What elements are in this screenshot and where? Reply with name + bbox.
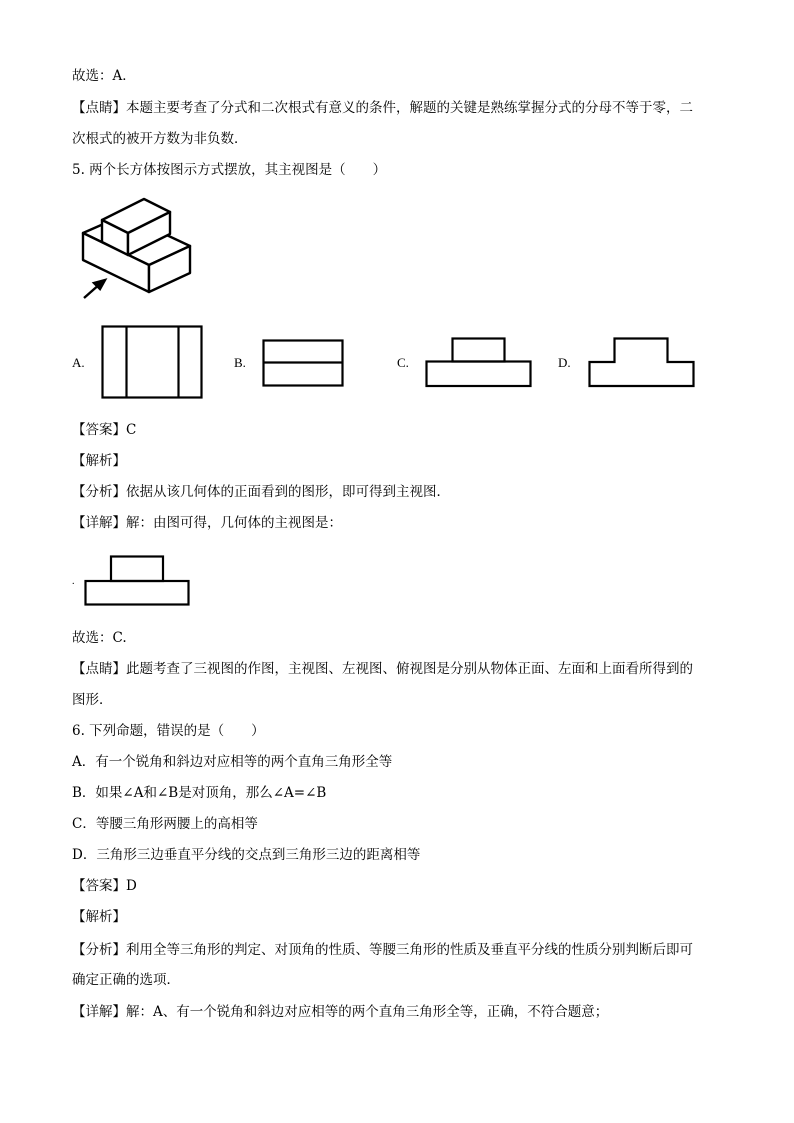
text-line: 次根式的被开方数为非负数． <box>72 131 248 147</box>
option-b-label: B. <box>234 355 246 370</box>
conclusion-5: 故选：C. <box>72 630 127 646</box>
comment-5-cont: 图形． <box>72 692 113 708</box>
option-6-b: B．如果∠A和∠B是对顶角，那么∠A=∠B <box>72 785 327 801</box>
isometric-figure <box>72 190 202 302</box>
option-a-label: A. <box>72 355 85 370</box>
option-a-figure <box>101 325 203 399</box>
option-6-c: C．等腰三角形两腰上的高相等 <box>72 816 258 832</box>
answer-figure <box>84 555 192 607</box>
analysis-heading-6: 【解析】 <box>72 909 126 925</box>
analysis-5: 【分析】依据从该几何体的正面看到的图形，即可得到主视图． <box>72 484 450 500</box>
text-line: 【点睛】本题主要考查了分式和二次根式有意义的条件，解题的关键是熟练掌握分式的分母不等于零，二 <box>72 100 693 116</box>
detail-5: 【详解】解：由图可得，几何体的主视图是： <box>72 515 342 531</box>
option-6-d: D．三角形三边垂直平分线的交点到三角形三边的距离相等 <box>72 847 421 863</box>
detail-6: 【详解】解：A、有一个锐角和斜边对应相等的两个直角三角形全等，正确，不符合题意； <box>72 1004 609 1020</box>
option-c-figure <box>425 337 533 388</box>
option-6-a: A．有一个锐角和斜边对应相等的两个直角三角形全等 <box>72 754 393 770</box>
comment-5: 【点睛】此题考查了三视图的作图，主视图、左视图、俯视图是分别从物体正面、左面和上面看所得到的 <box>72 661 693 677</box>
option-b-figure <box>262 339 344 387</box>
detail-dot: . <box>72 576 75 587</box>
answer-6: 【答案】D <box>72 878 137 894</box>
analysis-6: 【分析】利用全等三角形的判定、对顶角的性质、等腰三角形的性质及垂直平分线的性质分别判断后即可 <box>72 942 693 958</box>
question-6: 6. 下列命题，错误的是（ ） <box>72 723 265 739</box>
analysis-6-cont: 确定正确的选项． <box>72 972 180 988</box>
question-5: 5. 两个长方体按图示方式摆放，其主视图是（ ） <box>72 162 387 178</box>
answer-5: 【答案】C <box>72 422 137 438</box>
option-d-figure <box>588 337 696 388</box>
text-line: 故选：A． <box>72 68 136 84</box>
option-d-label: D. <box>558 355 571 370</box>
analysis-heading-5: 【解析】 <box>72 453 126 469</box>
option-c-label: C. <box>397 355 409 370</box>
